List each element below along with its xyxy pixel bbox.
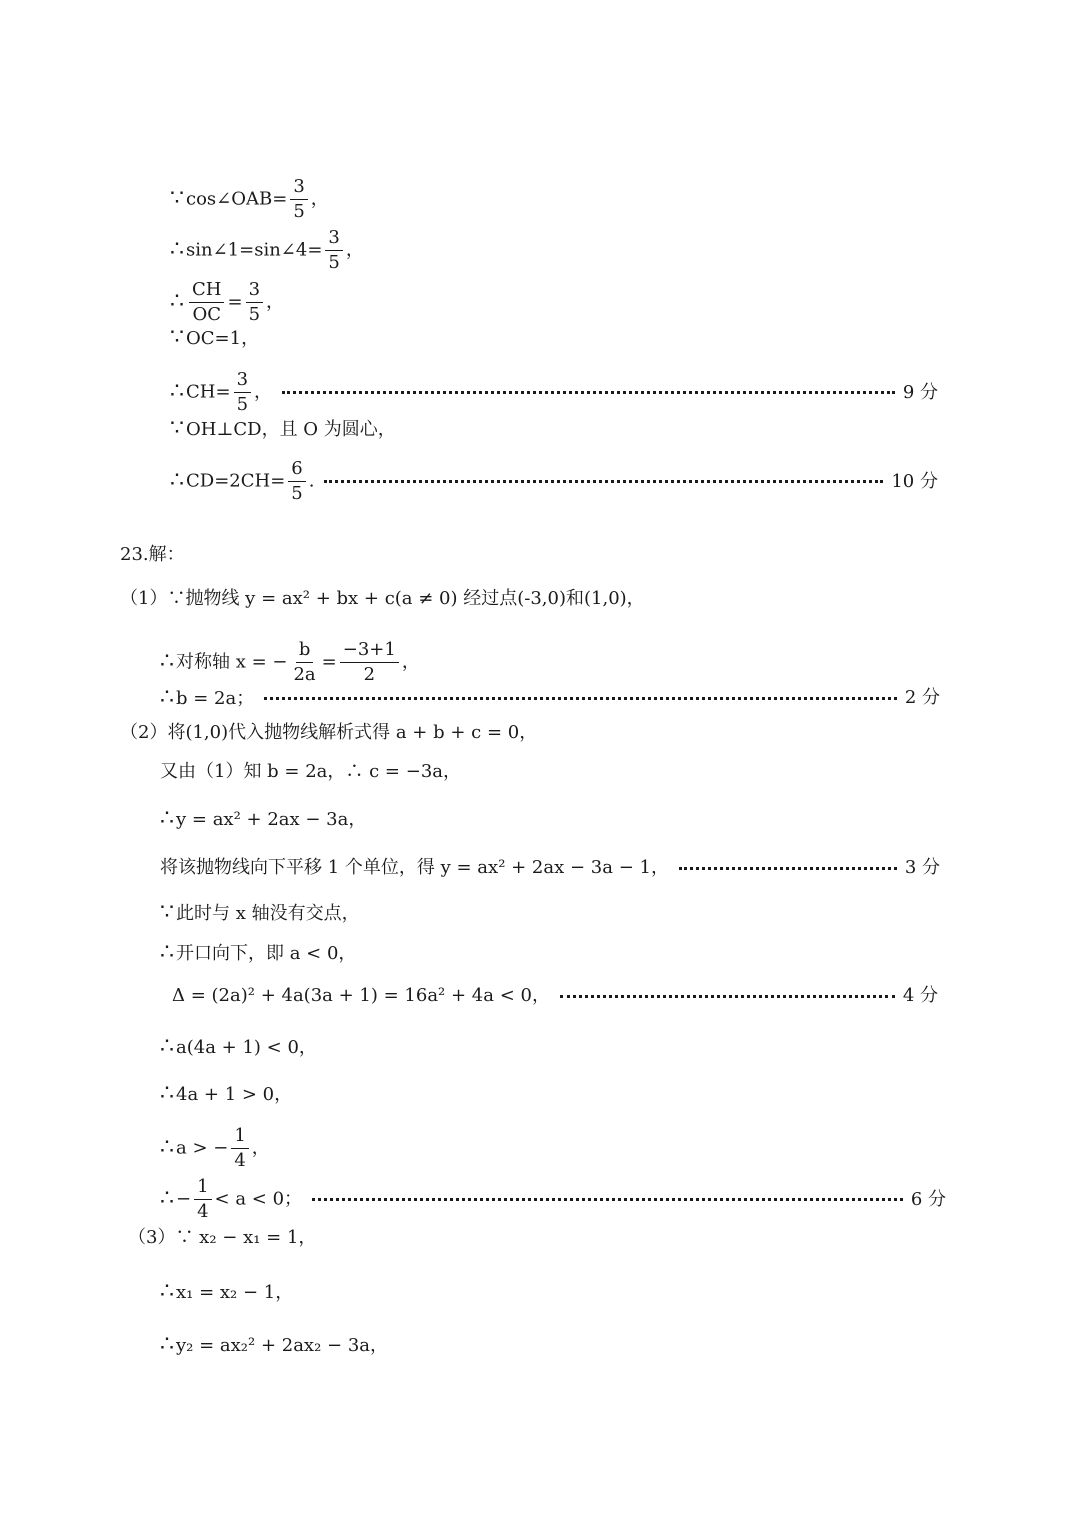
expression-text: CD=2CH= <box>186 470 286 492</box>
expression-text: ， <box>401 651 420 673</box>
solution-line <box>120 724 537 742</box>
fraction-denominator: OC <box>192 304 221 325</box>
expression-text: = <box>227 291 243 313</box>
fraction-denominator: 5 <box>291 483 303 504</box>
expression-text: （3）∵ x₂ − x₁ = 1， <box>128 1227 317 1248</box>
solution-line <box>160 902 360 924</box>
expression-text: − <box>176 1188 192 1210</box>
line-content <box>160 808 366 830</box>
expression-text: a > − <box>176 1137 229 1159</box>
line-content <box>120 546 185 564</box>
expression-text: sin∠1=sin∠4= <box>186 239 323 261</box>
solution-line <box>170 178 329 221</box>
expression-text: 23.解： <box>120 544 185 565</box>
line-content <box>170 418 396 440</box>
fraction-denominator: 5 <box>293 201 305 222</box>
expression-text: 又由（1）知 b = 2a，∴ c = −3a， <box>160 761 461 782</box>
line-content <box>160 1036 317 1058</box>
solution-line <box>160 942 356 964</box>
line-content <box>160 859 669 877</box>
expression-text: ， <box>310 188 329 210</box>
expression-text: a(4a + 1) < 0， <box>176 1037 317 1058</box>
line-content <box>160 687 254 709</box>
line-content <box>172 987 550 1005</box>
expression-text: 开口向下，即 a < 0， <box>176 943 357 964</box>
solution-line <box>160 1127 270 1170</box>
logic-symbol: ∴ <box>170 288 184 314</box>
line-content <box>170 327 259 349</box>
expression-text: CH= <box>186 381 231 403</box>
solution-line <box>172 987 938 1005</box>
line-content <box>170 371 272 414</box>
solution-line <box>128 1229 316 1247</box>
line-content <box>170 281 284 324</box>
expression-text: y₂ = ax₂² + 2ax₂ − 3a， <box>176 1335 389 1356</box>
solution-line <box>170 418 396 440</box>
line-content <box>160 1083 292 1105</box>
dotted-leader <box>264 697 897 700</box>
line-content <box>160 1334 388 1356</box>
logic-symbol: ∴ <box>160 685 174 710</box>
line-content <box>160 1127 270 1170</box>
score-label: 3 分 <box>904 857 940 878</box>
fraction-numerator: 3 <box>325 229 342 251</box>
logic-symbol: ∴ <box>160 1332 174 1357</box>
fraction <box>288 460 305 503</box>
fraction-numerator: CH <box>189 281 224 303</box>
dotted-leader <box>560 995 895 998</box>
expression-text: OH⊥CD，且 O 为圆心， <box>186 419 396 440</box>
expression-text: cos∠OAB= <box>186 188 288 210</box>
expression-text: b = 2a； <box>176 688 255 709</box>
fraction-numerator: −3+1 <box>340 641 399 663</box>
logic-symbol: ∴ <box>160 1034 174 1059</box>
logic-symbol: ∴ <box>160 1134 174 1160</box>
expression-text: 将该抛物线向下平移 1 个单位，得 y = ax² + 2ax − 3a − 1， <box>160 857 669 878</box>
dotted-leader <box>324 480 883 483</box>
fraction-numerator: 3 <box>234 371 251 393</box>
solution-line <box>160 1281 293 1303</box>
solution-line <box>160 641 420 684</box>
logic-symbol: ∵ <box>160 900 174 925</box>
score-label: 9 分 <box>902 381 938 403</box>
line-content <box>160 641 420 684</box>
logic-symbol: ∵ <box>170 185 184 211</box>
fraction <box>290 178 307 221</box>
dotted-leader <box>679 867 897 870</box>
expression-text: Δ = (2a)² + 4a(3a + 1) = 16a² + 4a < 0， <box>172 985 550 1006</box>
line-content <box>128 1229 316 1247</box>
fraction-numerator: 6 <box>288 460 305 482</box>
fraction-denominator: 2 <box>363 664 376 685</box>
solution-line <box>160 808 366 830</box>
dotted-leader <box>312 1198 903 1201</box>
line-content <box>170 178 329 221</box>
expression-text: （1）∵抛物线 y = ax² + bx + c(a ≠ 0) 经过点(-3,0)和(1,0)， <box>120 588 645 609</box>
expression-text: y = ax² + 2ax − 3a， <box>176 809 367 830</box>
expression-text: ， <box>345 239 364 261</box>
logic-symbol: ∴ <box>170 467 184 493</box>
fraction-denominator: 5 <box>236 394 249 415</box>
solution-line <box>160 1334 388 1356</box>
expression-text: < a < 0； <box>214 1188 303 1210</box>
fraction <box>246 281 263 324</box>
expression-text: ， <box>266 291 285 313</box>
expression-text: 对称轴 x = − <box>176 651 288 673</box>
logic-symbol: ∴ <box>170 378 184 404</box>
score-label: 6 分 <box>910 1188 946 1210</box>
line-content <box>170 229 364 272</box>
logic-symbol: ∵ <box>170 325 184 350</box>
line-content <box>120 590 645 608</box>
fraction-denominator: 2a <box>293 664 316 685</box>
fraction <box>340 641 399 684</box>
fraction <box>325 229 342 272</box>
fraction <box>234 371 251 414</box>
fraction <box>194 1178 211 1221</box>
fraction-denominator: 4 <box>197 1201 209 1222</box>
solution-line <box>160 1036 317 1058</box>
expression-text: OC=1， <box>186 328 260 349</box>
logic-symbol: ∴ <box>160 1081 174 1106</box>
solution-line <box>160 1083 292 1105</box>
logic-symbol: ∴ <box>160 806 174 831</box>
expression-text: 此时与 x 轴没有交点， <box>176 903 360 924</box>
solution-line <box>170 327 259 349</box>
logic-symbol: ∴ <box>160 940 174 965</box>
fraction-numerator: 1 <box>231 1127 248 1149</box>
expression-text: ， <box>254 381 273 403</box>
expression-text: = <box>321 651 337 673</box>
logic-symbol: ∴ <box>160 1279 174 1304</box>
expression-text: 4a + 1 > 0， <box>176 1084 293 1105</box>
solution-line <box>160 763 461 781</box>
dotted-leader <box>282 391 895 394</box>
logic-symbol: ∵ <box>170 416 184 441</box>
solution-line <box>160 687 940 709</box>
logic-symbol: ∴ <box>160 1185 174 1211</box>
expression-text: （2）将(1,0)代入抛物线解析式得 a + b + c = 0， <box>120 722 538 743</box>
expression-text: ， <box>251 1137 270 1159</box>
score-label: 4 分 <box>902 985 938 1006</box>
logic-symbol: ∴ <box>160 648 174 674</box>
fraction <box>290 641 318 684</box>
fraction-numerator: 1 <box>194 1178 211 1200</box>
solution-line <box>120 590 645 608</box>
solution-line <box>170 281 284 324</box>
line-content <box>170 460 314 503</box>
line-content <box>120 724 537 742</box>
logic-symbol: ∴ <box>170 236 184 262</box>
fraction <box>231 1127 248 1170</box>
line-content <box>160 1281 293 1303</box>
expression-text: . <box>308 470 315 492</box>
line-content <box>160 763 461 781</box>
solution-line <box>160 1178 946 1221</box>
solution-line <box>170 371 938 414</box>
score-label: 2 分 <box>904 687 940 708</box>
fraction-denominator: 4 <box>234 1150 246 1171</box>
fraction-numerator: 3 <box>246 281 263 303</box>
fraction-numerator: 3 <box>290 178 307 200</box>
fraction-denominator: 5 <box>248 304 261 325</box>
fraction-numerator: b <box>296 641 314 663</box>
solution-line <box>120 546 185 564</box>
fraction <box>189 281 224 324</box>
solution-line <box>160 859 940 877</box>
line-content <box>160 1178 302 1221</box>
solution-line <box>170 460 938 503</box>
expression-text: x₁ = x₂ − 1， <box>176 1282 294 1303</box>
line-content <box>160 942 356 964</box>
solution-line <box>170 229 364 272</box>
fraction-denominator: 5 <box>328 252 340 273</box>
line-content <box>160 902 360 924</box>
score-label: 10 分 <box>891 470 938 492</box>
